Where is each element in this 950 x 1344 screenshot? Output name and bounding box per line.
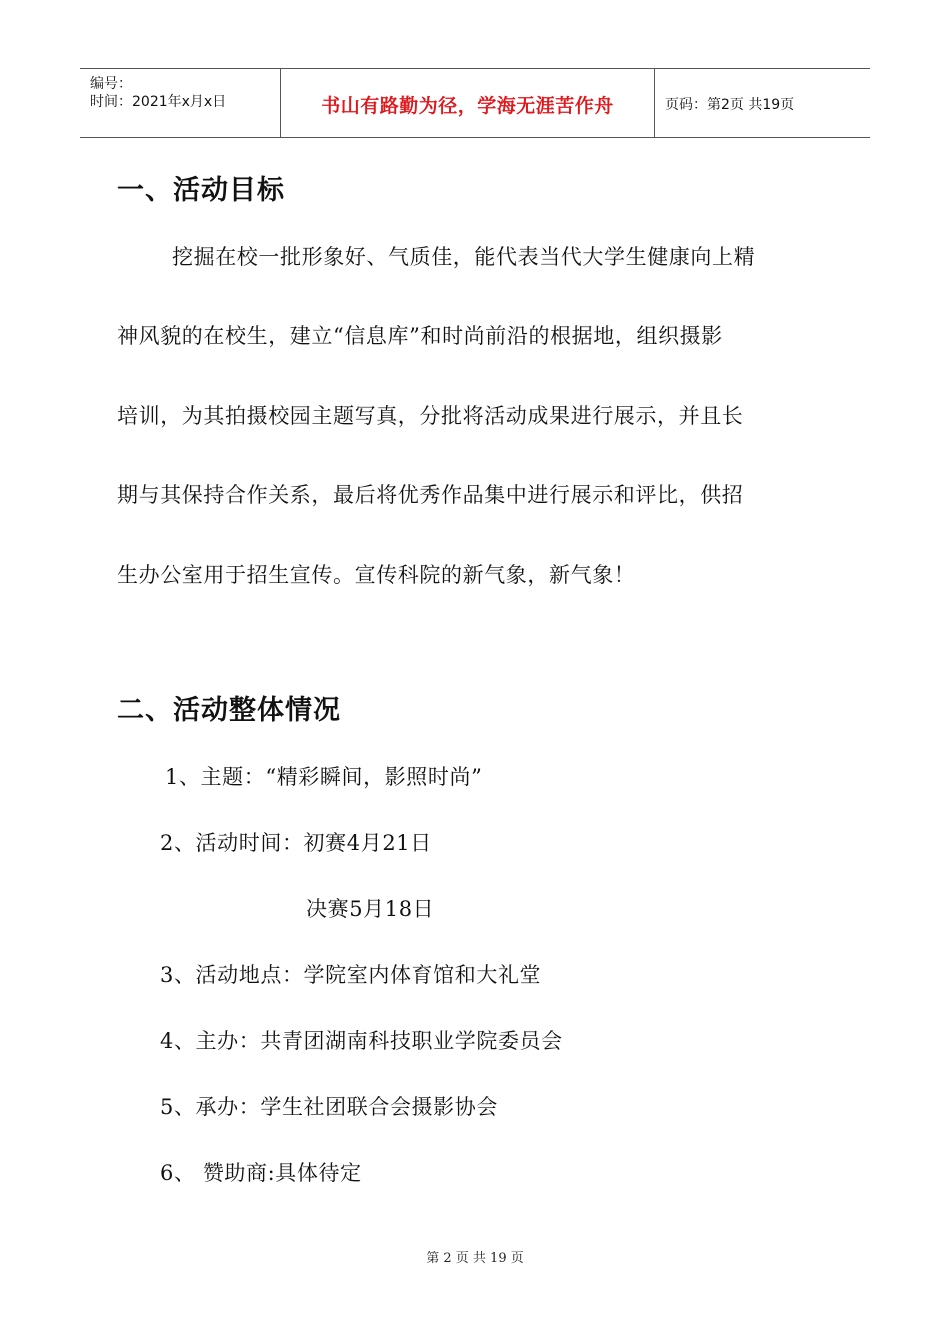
motto: 书山有路勤为径，学海无涯苦作舟 xyxy=(321,95,614,117)
list-item-theme: 1、主题：“精彩瞬间，影照时尚” xyxy=(165,765,483,789)
list-item-venue: 3、活动地点：学院室内体育馆和大礼堂 xyxy=(160,963,542,987)
number-label: 编号： xyxy=(90,76,132,92)
paragraph-line: 期与其保持合作关系，最后将优秀作品集中进行展示和评比，供招 xyxy=(117,483,744,507)
paragraph-line: 神风貌的在校生，建立“信息库”和时尚前沿的根据地，组织摄影 xyxy=(117,324,723,348)
list-item-organizer: 5、承办：学生社团联合会摄影协会 xyxy=(160,1095,498,1119)
page-header xyxy=(80,68,870,138)
list-item-sponsor: 6、 赞助商:具体待定 xyxy=(160,1161,362,1185)
page-footer: 第 2 页 共 19 页 xyxy=(426,1251,524,1266)
paragraph-line: 挖掘在校一批形象好、气质佳，能代表当代大学生健康向上精 xyxy=(172,245,756,269)
paragraph-line: 生办公室用于招生宣传。宣传科院的新气象，新气象！ xyxy=(117,563,636,587)
time-label: 时间：2021年x月x日 xyxy=(90,94,227,110)
header-info-cell xyxy=(80,69,281,137)
header-page-cell xyxy=(655,69,870,137)
list-item-final-date: 决赛5月18日 xyxy=(306,897,435,921)
list-item-host: 4、主办：共青团湖南科技职业学院委员会 xyxy=(160,1029,563,1053)
list-item-time: 2、活动时间：初赛4月21日 xyxy=(160,831,432,855)
page-number-label: 页码：第2页 共19页 xyxy=(665,97,795,113)
header-motto-cell xyxy=(281,69,655,137)
section-heading-goals: 一、活动目标 xyxy=(117,175,285,206)
paragraph-line: 培训，为其拍摄校园主题写真，分批将活动成果进行展示，并且长 xyxy=(117,404,744,428)
section-heading-overview: 二、活动整体情况 xyxy=(117,695,341,726)
